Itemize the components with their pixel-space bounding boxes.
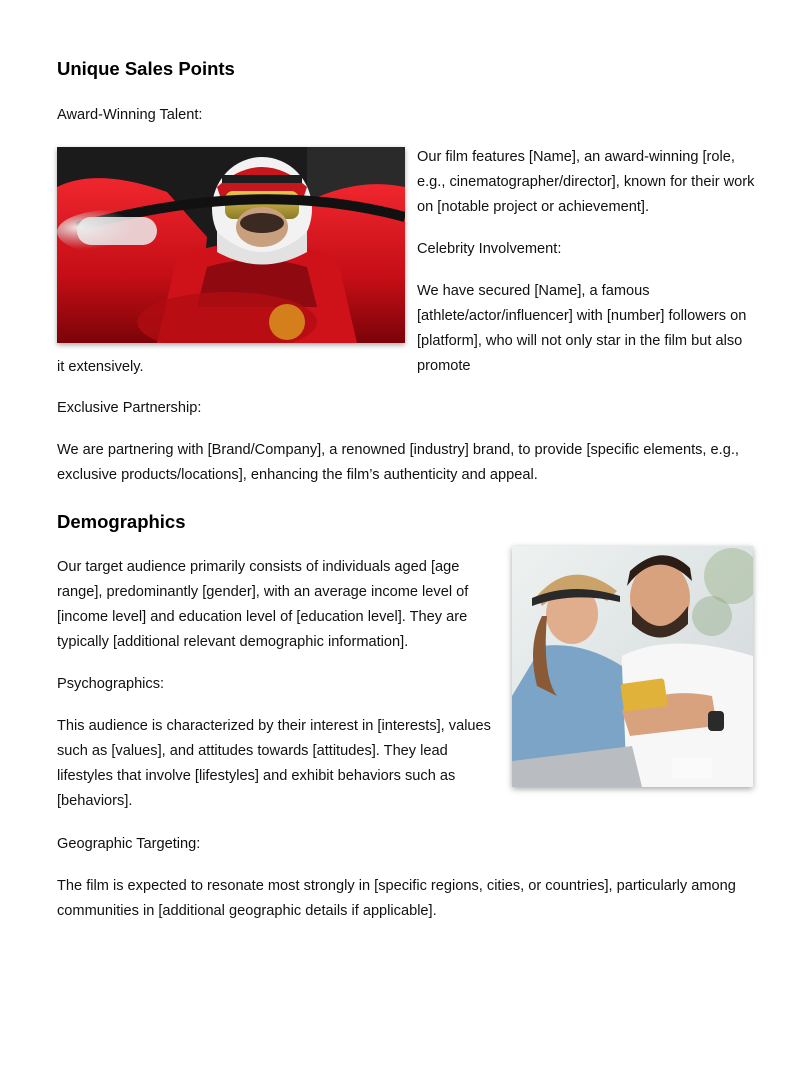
- exclusive-partnership-body: We are partnering with [Brand/Company], a renowned [industry] brand, to provide [specific elements, e.g., exclusive products/locations], enhancing the film’s authenticity and appeal.: [57, 442, 739, 483]
- couple-illustration: [512, 546, 753, 787]
- couple-shopping-photo: [512, 546, 753, 787]
- psychographics-label: Psychographics:: [57, 676, 165, 692]
- geographic-targeting-label: Geographic Targeting:: [57, 836, 201, 852]
- demographics-body: Our target audience primarily consists of individuals aged [age range], predominantly [gender], with an average income level of [income level] and education level of [education level]. They are typically [additional relevant demographic information].: [57, 559, 469, 650]
- celebrity-involvement-label: Celebrity Involvement:: [417, 241, 562, 257]
- heading-demographics: Demographics: [57, 511, 186, 532]
- heading-unique-sales-points: Unique Sales Points: [57, 58, 235, 79]
- award-winning-talent-label: Award-Winning Talent:: [57, 107, 203, 123]
- demographics-left-column: [57, 555, 502, 814]
- award-winning-talent-body: Our film features [Name], an award-winning [role, e.g., cinematographer/director], known for their work on [notable project or achievement].: [417, 149, 755, 215]
- geographic-targeting-body: The film is expected to resonate most strongly in [specific regions, cities, or countries], particularly among communities in [additional geographic details if applicable].: [57, 878, 736, 919]
- race-car-driver-photo: [57, 147, 405, 343]
- usp-right-column: [417, 145, 757, 379]
- celebrity-involvement-body-continued: it extensively.: [57, 359, 144, 375]
- psychographics-body: This audience is characterized by their interest in [interests], values such as [values], and attitudes towards [attitudes]. They lead lifestyles that involve [lifestyles] and exhibit behaviors such as [behaviors].: [57, 718, 491, 809]
- celebrity-involvement-body: We have secured [Name], a famous [athlete/actor/influencer] with [number] followers on [platform], who will not only star in the film but also promote: [417, 283, 747, 374]
- exclusive-partnership-label: Exclusive Partnership:: [57, 400, 202, 416]
- race-car-illustration: [57, 147, 405, 343]
